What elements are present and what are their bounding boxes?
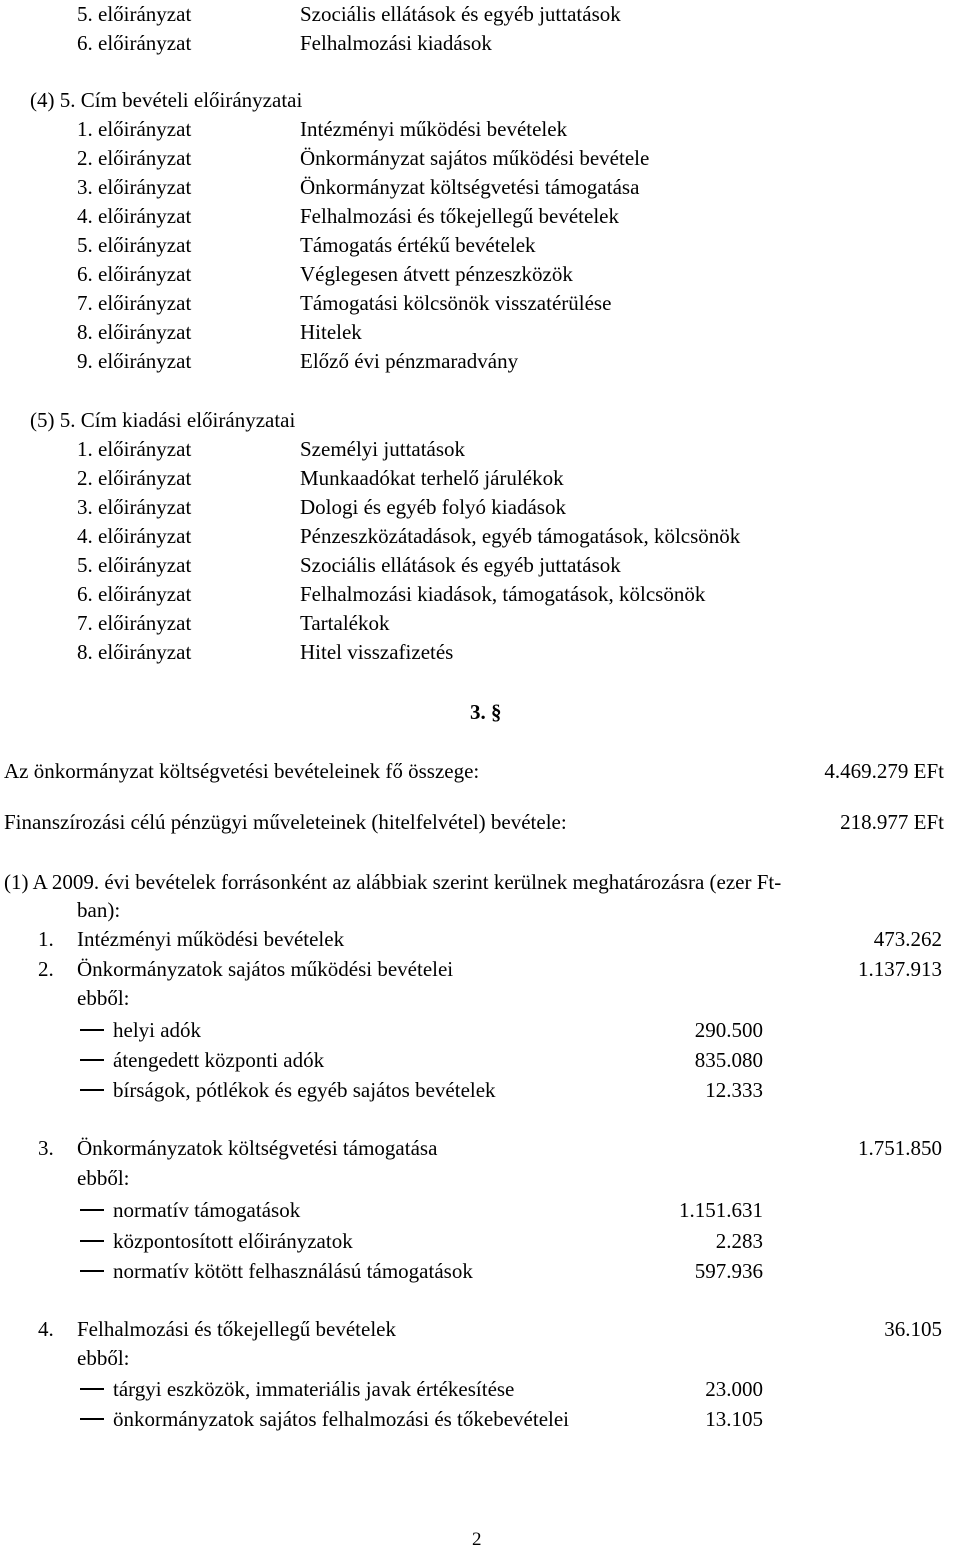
income-row-right: Önkormányzat költségvetési támogatása [300, 175, 640, 199]
income-row-left: 4. előirányzat [77, 204, 192, 228]
top-row-1-left: 6. előirányzat [77, 31, 192, 55]
dash-bullet [80, 1388, 104, 1390]
top-row-0-right: Szociális ellátások és egyéb juttatások [300, 2, 621, 26]
dash-bullet [80, 1209, 104, 1211]
paragraph-line-1: (1) A 2009. évi bevételek forrásonként az alábbiak szerint kerülnek meghatározásra (ezer Ft- [4, 870, 782, 894]
paragraph-line-2: ban): [77, 898, 121, 922]
top-row-1-right: Felhalmozási kiadások [300, 31, 492, 55]
item-total: 1.751.850 [858, 1136, 942, 1160]
income-row-right: Támogatás értékű bevételek [300, 233, 536, 257]
income-row-right: Felhalmozási és tőkejellegű bevételek [300, 204, 619, 228]
subitem-label: normatív támogatások [113, 1198, 301, 1222]
subitem-value: 597.936 [694, 1259, 763, 1283]
expense-row-right: Szociális ellátások és egyéb juttatások [300, 553, 621, 577]
section-heading: 3. § [470, 700, 502, 724]
income-row-right: Véglegesen átvett pénzeszközök [300, 262, 573, 286]
expense-row-left: 4. előirányzat [77, 524, 192, 548]
expense-row-left: 2. előirányzat [77, 466, 192, 490]
total-label-financing: Finanszírozási célú pénzügyi műveleteinek (hitelfelvétel) bevétele: [4, 810, 567, 834]
expense-row-right: Személyi juttatások [300, 437, 466, 461]
item-total: 1.137.913 [858, 957, 942, 981]
item-label: Önkormányzatok sajátos működési bevételei [77, 957, 454, 981]
expense-row-left: 8. előirányzat [77, 640, 192, 664]
subitem-label: központosított előirányzatok [113, 1229, 353, 1253]
income-row-right: Önkormányzat sajátos működési bevétele [300, 146, 650, 170]
expense-row-right: Felhalmozási kiadások, támogatások, kölcsönök [300, 582, 706, 606]
income-section-title: (4) 5. Cím bevételi előirányzatai [30, 88, 303, 112]
expense-row-right: Dologi és egyéb folyó kiadások [300, 495, 566, 519]
income-row-left: 1. előirányzat [77, 117, 192, 141]
expense-row-left: 6. előirányzat [77, 582, 192, 606]
item-number: 2. [38, 957, 54, 981]
income-row-left: 8. előirányzat [77, 320, 192, 344]
subitem-value: 1.151.631 [679, 1198, 763, 1222]
item-total: 36.105 [884, 1317, 942, 1341]
expense-row-right: Munkaadókat terhelő járulékok [300, 466, 564, 490]
subitem-value: 23.000 [705, 1377, 763, 1401]
expense-row-right: Hitel visszafizetés [300, 640, 454, 664]
item-number: 4. [38, 1317, 54, 1341]
item-label: Önkormányzatok költségvetési támogatása [77, 1136, 438, 1160]
subitem-value: 2.283 [715, 1229, 763, 1253]
subitem-label: normatív kötött felhasználású támogatások [113, 1259, 473, 1283]
subitem-value: 835.080 [694, 1048, 763, 1072]
item-ebbol: ebből: [77, 1346, 130, 1370]
subitem-label: bírságok, pótlékok és egyéb sajátos bevételek [113, 1078, 496, 1102]
income-row-left: 6. előirányzat [77, 262, 192, 286]
total-value-revenue: 4.469.279 EFt [824, 759, 944, 783]
income-row-right: Előző évi pénzmaradvány [300, 349, 519, 373]
income-row-left: 5. előirányzat [77, 233, 192, 257]
income-row-right: Hitelek [300, 320, 362, 344]
expense-row-left: 5. előirányzat [77, 553, 192, 577]
dash-bullet [80, 1240, 104, 1242]
total-value-financing: 218.977 EFt [840, 810, 944, 834]
item-label: Felhalmozási és tőkejellegű bevételek [77, 1317, 396, 1341]
subitem-value: 290.500 [694, 1018, 763, 1042]
dash-bullet [80, 1270, 104, 1272]
expense-row-left: 7. előirányzat [77, 611, 192, 635]
expense-row-left: 1. előirányzat [77, 437, 192, 461]
income-row-right: Intézményi működési bevételek [300, 117, 568, 141]
subitem-label: tárgyi eszközök, immateriális javak értékesítése [113, 1377, 515, 1401]
income-row-left: 7. előirányzat [77, 291, 192, 315]
item-number: 1. [38, 927, 54, 951]
income-row-left: 9. előirányzat [77, 349, 192, 373]
expense-row-right: Pénzeszközátadások, egyéb támogatások, kölcsönök [300, 524, 741, 548]
expense-row-left: 3. előirányzat [77, 495, 192, 519]
dash-bullet [80, 1418, 104, 1420]
item-label: Intézményi működési bevételek [77, 927, 345, 951]
page-number: 2 [472, 1529, 482, 1550]
expense-section-title: (5) 5. Cím kiadási előirányzatai [30, 408, 296, 432]
item-ebbol: ebből: [77, 1166, 130, 1190]
dash-bullet [80, 1059, 104, 1061]
top-row-0-left: 5. előirányzat [77, 2, 192, 26]
income-row-left: 3. előirányzat [77, 175, 192, 199]
item-ebbol: ebből: [77, 986, 130, 1010]
subitem-label: helyi adók [113, 1018, 202, 1042]
dash-bullet [80, 1089, 104, 1091]
income-row-left: 2. előirányzat [77, 146, 192, 170]
item-total: 473.262 [873, 927, 942, 951]
subitem-label: átengedett központi adók [113, 1048, 325, 1072]
income-row-right: Támogatási kölcsönök visszatérülése [300, 291, 612, 315]
item-number: 3. [38, 1136, 54, 1160]
subitem-value: 12.333 [705, 1078, 763, 1102]
dash-bullet [80, 1029, 104, 1031]
subitem-value: 13.105 [705, 1407, 763, 1431]
total-label-revenue: Az önkormányzat költségvetési bevételeinek fő összege: [4, 759, 480, 783]
expense-row-right: Tartalékok [300, 611, 390, 635]
subitem-label: önkormányzatok sajátos felhalmozási és tőkebevételei [113, 1407, 570, 1431]
